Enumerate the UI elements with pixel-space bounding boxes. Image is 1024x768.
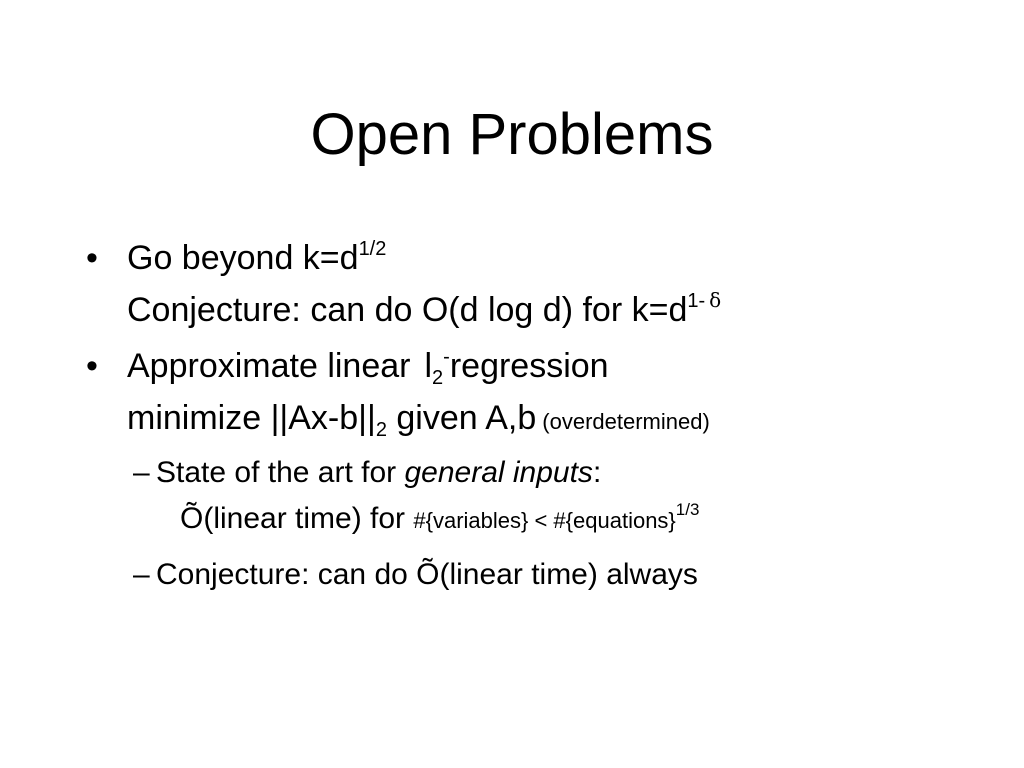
bullet-2-text-a: Approximate linear (127, 347, 411, 385)
general-inputs-text: general inputs (404, 456, 593, 489)
cube-root-exponent: 1/3 (675, 500, 700, 519)
colon-text: : (592, 456, 602, 489)
bullet-item-1 (86, 232, 996, 336)
bullet-1-exponent: 1/2 (358, 238, 387, 260)
sub-bullet-dash: – (133, 558, 150, 591)
sub-bullet-dash: – (133, 456, 150, 489)
slide-body (86, 232, 996, 602)
exponent-prefix: 1- (687, 290, 706, 312)
state-of-art-text: State of the art for (156, 456, 405, 489)
given-text: given A,b (386, 399, 537, 437)
sub-bullet-item-1 (86, 450, 996, 544)
sub-bullet-item-2 (86, 552, 996, 598)
bullet-2-text-c: regression (449, 347, 609, 385)
delta-symbol: δ (709, 288, 722, 312)
bullet-2-line-1 (127, 340, 996, 392)
sub-bullet-1-line-2 (156, 496, 996, 544)
variables-equations-text: #{variables} < #{equations} (413, 508, 676, 533)
bullet-2-subscript: 2 (432, 367, 444, 389)
bullet-1-text: Go beyond k=d (127, 239, 359, 277)
linear-time-text: Õ(linear time) for (180, 502, 414, 535)
conjecture-1-exponent (687, 290, 721, 312)
norm-subscript: 2 (375, 419, 387, 441)
minimize-text: minimize ||Ax-b|| (127, 399, 376, 437)
bullet-item-2 (86, 340, 996, 598)
bullet-1-line-1 (127, 232, 996, 284)
bullet-2-line-2 (127, 392, 996, 448)
bullet-marker: • (86, 239, 98, 277)
overdetermined-note: (overdetermined) (542, 409, 710, 434)
sub-bullet-2-line-1: Conjecture: can do Õ(linear time) always (156, 558, 698, 591)
conjecture-1-text: Conjecture: can do O(d log d) for k=d (127, 291, 688, 329)
bullet-2-superscript: - (443, 346, 450, 368)
bullet-marker: • (86, 347, 98, 385)
bullet-1-line-2 (127, 284, 996, 336)
slide-title: Open Problems (310, 102, 714, 167)
bullet-2-text-l: l (424, 347, 433, 385)
sub-bullet-1-line-1 (156, 450, 996, 496)
